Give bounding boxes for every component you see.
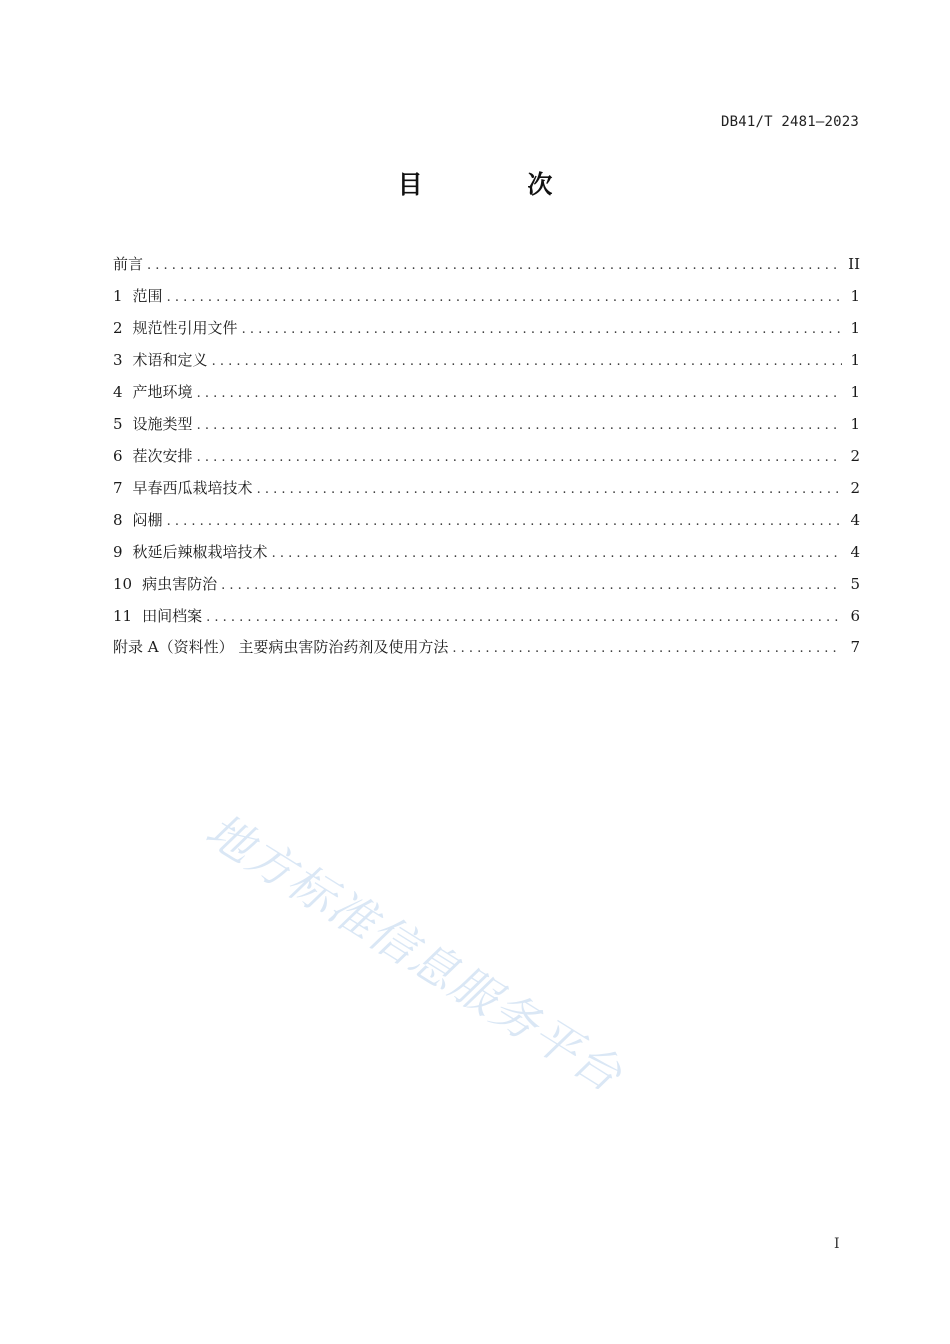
toc-label: 附录 A（资料性） 主要病虫害防治药剂及使用方法 xyxy=(113,638,449,656)
toc-number: 5 xyxy=(113,415,123,433)
toc-page-number: 4 xyxy=(850,511,860,529)
toc-item-production-environment[interactable] xyxy=(113,376,860,408)
toc-leader-dots xyxy=(197,378,842,410)
toc-number: 8 xyxy=(113,511,123,529)
toc-page-number: 1 xyxy=(850,287,860,305)
toc-label: 术语和定义 xyxy=(132,351,208,369)
toc-leader-dots xyxy=(167,282,842,314)
toc-number: 6 xyxy=(113,447,123,465)
toc-item-terms-definitions[interactable] xyxy=(113,344,860,376)
toc-page-number: 1 xyxy=(850,319,860,337)
toc-number: 11 xyxy=(113,607,133,625)
toc-item-pepper-cultivation[interactable] xyxy=(113,536,860,568)
standard-code: DB41/T 2481—2023 xyxy=(720,114,859,130)
toc-page-number: 4 xyxy=(850,543,860,561)
toc-label: 早春西瓜栽培技术 xyxy=(132,479,253,497)
toc-leader-dots xyxy=(242,314,842,346)
toc-leader-dots xyxy=(167,506,842,538)
toc-page-number: 1 xyxy=(850,415,860,433)
toc-leader-dots xyxy=(147,250,842,282)
toc-label: 前言 xyxy=(113,255,144,273)
toc-label: 规范性引用文件 xyxy=(132,319,238,337)
toc-number: 9 xyxy=(113,543,123,561)
toc-label: 范围 xyxy=(132,287,163,305)
toc-leader-dots xyxy=(272,538,842,570)
toc-page-number: 1 xyxy=(850,351,860,369)
toc-item-crop-arrangement[interactable] xyxy=(113,440,860,472)
page-title: 目 次 xyxy=(397,170,601,199)
toc-label: 产地环境 xyxy=(132,383,193,401)
toc-item-appendix-a[interactable] xyxy=(113,632,860,662)
toc-label: 茬次安排 xyxy=(132,447,193,465)
toc-page-number: 2 xyxy=(850,479,860,497)
toc-page-number: II xyxy=(848,255,860,273)
toc-leader-dots xyxy=(257,474,842,506)
toc-page-number: 2 xyxy=(850,447,860,465)
table-of-contents xyxy=(113,248,860,662)
toc-page-number: 7 xyxy=(850,638,860,656)
toc-label: 设施类型 xyxy=(132,415,193,433)
toc-item-normative-references[interactable] xyxy=(113,312,860,344)
toc-leader-dots xyxy=(452,634,842,664)
toc-item-greenhouse-closing[interactable] xyxy=(113,504,860,536)
toc-item-scope[interactable] xyxy=(113,280,860,312)
page-number: I xyxy=(834,1236,840,1252)
toc-leader-dots xyxy=(221,570,842,602)
toc-label: 闷棚 xyxy=(132,511,163,529)
toc-page-number: 5 xyxy=(850,575,860,593)
toc-number: 1 xyxy=(113,287,123,305)
toc-leader-dots xyxy=(197,410,842,442)
toc-leader-dots xyxy=(197,442,842,474)
toc-item-foreword[interactable] xyxy=(113,248,860,280)
toc-leader-dots xyxy=(206,602,842,634)
toc-item-facility-types[interactable] xyxy=(113,408,860,440)
toc-number: 7 xyxy=(113,479,123,497)
toc-item-watermelon-cultivation[interactable] xyxy=(113,472,860,504)
toc-number: 10 xyxy=(113,575,133,593)
toc-label: 秋延后辣椒栽培技术 xyxy=(132,543,268,561)
toc-number: 2 xyxy=(113,319,123,337)
toc-page-number: 1 xyxy=(850,383,860,401)
toc-item-field-records[interactable] xyxy=(113,600,860,632)
toc-leader-dots xyxy=(212,346,842,378)
toc-item-pest-control[interactable] xyxy=(113,568,860,600)
toc-page-number: 6 xyxy=(850,607,860,625)
toc-label: 田间档案 xyxy=(142,607,203,625)
toc-number: 3 xyxy=(113,351,123,369)
watermark: 地方标准信息服务平台 xyxy=(196,802,633,1103)
toc-label: 病虫害防治 xyxy=(142,575,218,593)
toc-number: 4 xyxy=(113,383,123,401)
